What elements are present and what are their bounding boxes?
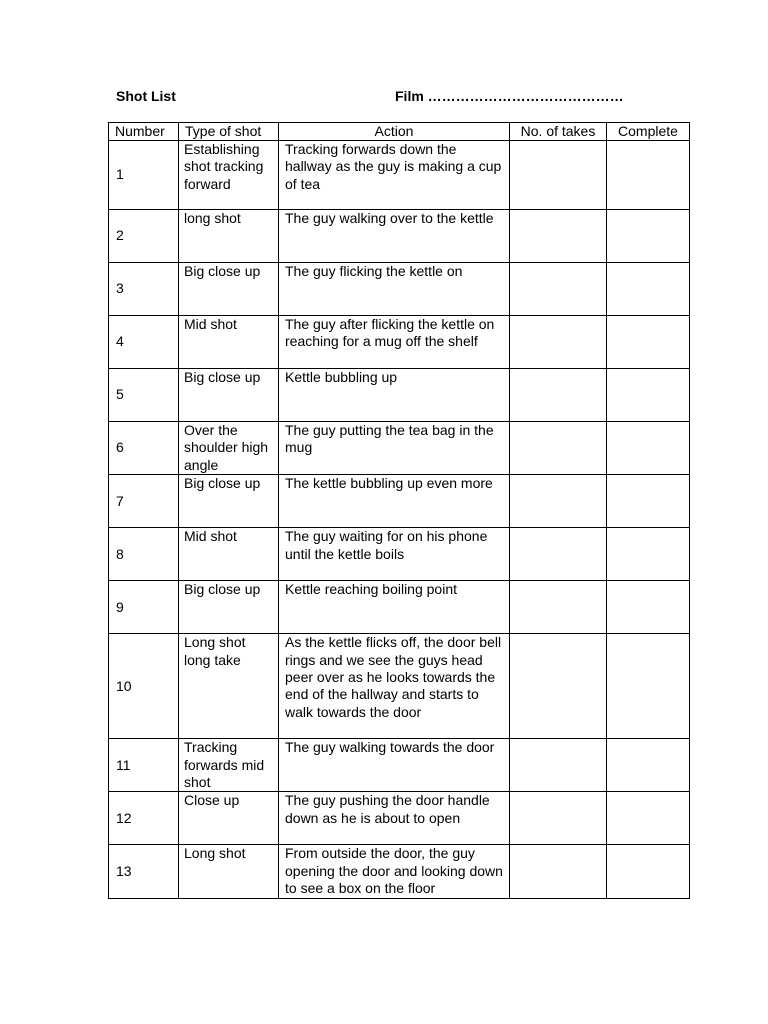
table-row	[109, 792, 690, 845]
shot-number: 8	[109, 528, 179, 581]
takes-cell[interactable]	[510, 422, 607, 475]
shot-type: Close up	[179, 792, 279, 845]
shot-action: From outside the door, the guy opening the door and looking down to see a box on the floor	[279, 845, 510, 898]
takes-cell[interactable]	[510, 581, 607, 634]
shot-type: Long shot long take	[179, 634, 279, 739]
takes-cell[interactable]	[510, 528, 607, 581]
table-row	[109, 369, 690, 422]
takes-cell[interactable]	[510, 634, 607, 739]
shot-action: The guy walking towards the door	[279, 739, 510, 792]
complete-cell[interactable]	[607, 581, 690, 634]
shot-type: Big close up	[179, 475, 279, 528]
table-header-row	[109, 123, 690, 141]
takes-cell[interactable]	[510, 739, 607, 792]
table-row	[109, 581, 690, 634]
shot-type: Establishing shot tracking forward	[179, 141, 279, 210]
complete-cell[interactable]	[607, 845, 690, 898]
table-row	[109, 845, 690, 898]
shot-number: 10	[109, 634, 179, 739]
shot-type: Big close up	[179, 369, 279, 422]
table-row	[109, 263, 690, 316]
shot-type: Mid shot	[179, 528, 279, 581]
shot-action: The kettle bubbling up even more	[279, 475, 510, 528]
takes-cell[interactable]	[510, 792, 607, 845]
shot-number: 11	[109, 739, 179, 792]
shot-number: 1	[109, 141, 179, 210]
complete-cell[interactable]	[607, 369, 690, 422]
shot-action: As the kettle flicks off, the door bell rings and we see the guys head peer over as he looks towards the end of the hallway and starts to walk towards the door	[279, 634, 510, 739]
table-row	[109, 475, 690, 528]
shot-action: The guy walking over to the kettle	[279, 210, 510, 263]
shot-number: 12	[109, 792, 179, 845]
shot-action: The guy waiting for on his phone until the kettle boils	[279, 528, 510, 581]
shot-number: 4	[109, 316, 179, 369]
takes-cell[interactable]	[510, 369, 607, 422]
shot-action: The guy pushing the door handle down as he is about to open	[279, 792, 510, 845]
table-row	[109, 528, 690, 581]
shot-type: Over the shoulder high angle	[179, 422, 279, 475]
column-header-type-of-shot: Type of shot	[179, 123, 279, 141]
table-row	[109, 210, 690, 263]
complete-cell[interactable]	[607, 316, 690, 369]
shot-number: 13	[109, 845, 179, 898]
takes-cell[interactable]	[510, 316, 607, 369]
shot-number: 5	[109, 369, 179, 422]
takes-cell[interactable]	[510, 845, 607, 898]
takes-cell[interactable]	[510, 210, 607, 263]
shot-number: 9	[109, 581, 179, 634]
shot-type: long shot	[179, 210, 279, 263]
shot-action: Tracking forwards down the hallway as the guy is making a cup of tea	[279, 141, 510, 210]
column-header-no-of-takes: No. of takes	[510, 123, 607, 141]
complete-cell[interactable]	[607, 634, 690, 739]
takes-cell[interactable]	[510, 141, 607, 210]
takes-cell[interactable]	[510, 475, 607, 528]
shot-type: Big close up	[179, 581, 279, 634]
shot-action: The guy flicking the kettle on	[279, 263, 510, 316]
shot-type: Big close up	[179, 263, 279, 316]
complete-cell[interactable]	[607, 263, 690, 316]
shot-action: The guy putting the tea bag in the mug	[279, 422, 510, 475]
shot-number: 3	[109, 263, 179, 316]
table-row	[109, 422, 690, 475]
table-row	[109, 141, 690, 210]
complete-cell[interactable]	[607, 528, 690, 581]
complete-cell[interactable]	[607, 141, 690, 210]
shot-number: 6	[109, 422, 179, 475]
column-header-number: Number	[109, 123, 179, 141]
takes-cell[interactable]	[510, 263, 607, 316]
shot-action: The guy after flicking the kettle on reaching for a mug off the shelf	[279, 316, 510, 369]
complete-cell[interactable]	[607, 475, 690, 528]
complete-cell[interactable]	[607, 739, 690, 792]
shot-type: Tracking forwards mid shot	[179, 739, 279, 792]
shot-number: 2	[109, 210, 179, 263]
table-row	[109, 634, 690, 739]
complete-cell[interactable]	[607, 792, 690, 845]
complete-cell[interactable]	[607, 210, 690, 263]
table-row	[109, 739, 690, 792]
film-title-field: Film ……………………………………	[395, 88, 624, 104]
shot-list-table	[108, 122, 690, 899]
complete-cell[interactable]	[607, 422, 690, 475]
shot-type: Long shot	[179, 845, 279, 898]
column-header-action: Action	[279, 123, 510, 141]
shot-action: Kettle reaching boiling point	[279, 581, 510, 634]
shot-list-title: Shot List	[116, 88, 176, 104]
shot-action: Kettle bubbling up	[279, 369, 510, 422]
column-header-complete: Complete	[607, 123, 690, 141]
table-row	[109, 316, 690, 369]
shot-number: 7	[109, 475, 179, 528]
shot-type: Mid shot	[179, 316, 279, 369]
